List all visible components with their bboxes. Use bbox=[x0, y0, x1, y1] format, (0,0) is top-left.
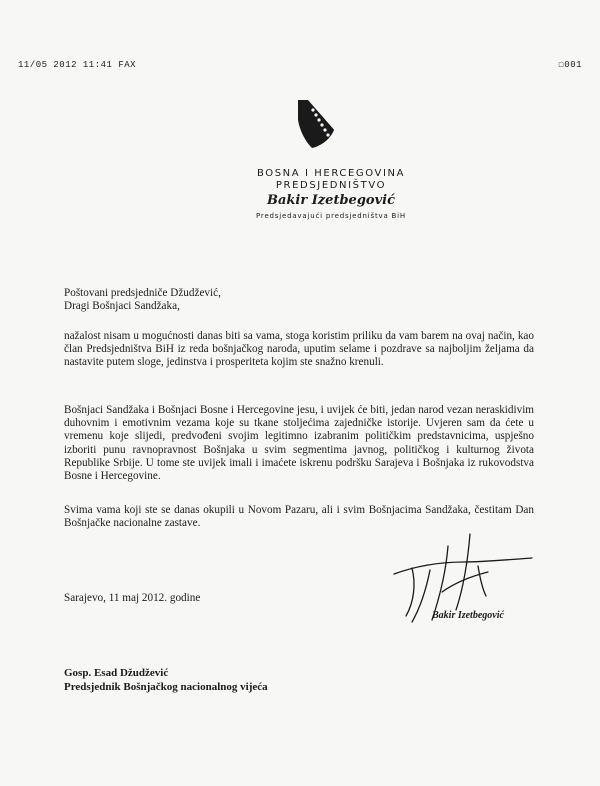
recipient-block bbox=[64, 666, 268, 694]
signer-name: Bakir Izetbegović bbox=[432, 610, 504, 621]
paragraph-1: nažalost nisam u mogućnosti danas biti sa vama, stoga koristim priliku da vam barem na ovaj način, kao član Predsjedništva BiH iz reda bošnjačkog naroda, uputim selame i pozdrave sa najboljim željama da nastavite putem sloge, jedinstva i prosperiteta kojim ste snažno krenuli. bbox=[64, 330, 534, 369]
salutation bbox=[64, 287, 534, 313]
letterhead-title: Predsjedavajući predsjedništva BiH bbox=[256, 212, 406, 220]
salutation-line-2: Dragi Bošnjaci Sandžaka, bbox=[64, 300, 180, 313]
coat-of-arms-icon bbox=[296, 98, 338, 150]
recipient-name: Gosp. Esad Džudžević bbox=[64, 667, 169, 679]
paragraph-3: Svima vama koji ste se danas okupili u Novom Pazaru, ali i svim Bošnjacima Sandžaka, čestitam Dan Bošnjačke nacionalne zastave. bbox=[64, 504, 534, 530]
salutation-line-1: Poštovani predsjedniče Džudžević, bbox=[64, 287, 221, 299]
paragraph-2: Bošnjaci Sandžaka i Bošnjaci Bosne i Hercegovine jesu, i uvijek će biti, jedan narod vezan neraskidivim duhovnim i emotivnim vezama koje su tkane stoljećima zajedničke istorije. Uvjeren sam da ćete u vremenu koje slijedi, predvođeni svojim legitimno izabranim političkim predstavnicima, uspješno izboriti punu ravnopravnost Bošnjaka u svim segmentima javnog, političkog i kulturnog života Republike Srbije. U tome ste uvijek imali i imaćete iskrenu podršku Sarajeva i Bošnjaka iz rukovodstva Bosne i Hercegovine. bbox=[64, 404, 534, 483]
dateline: Sarajevo, 11 maj 2012. godine bbox=[64, 592, 201, 604]
recipient-title: Predsjednik Bošnjačkog nacionalnog vijeća bbox=[64, 681, 268, 693]
letterhead-name: Bakir Izetbegović bbox=[266, 193, 395, 208]
letterhead-office: PREDSJEDNIŠTVO bbox=[275, 180, 387, 191]
fax-page-marker: ☐001 bbox=[558, 60, 582, 70]
letterhead bbox=[236, 168, 426, 220]
fax-timestamp: 11/05 2012 11:41 FAX bbox=[18, 60, 137, 70]
letterhead-country: BOSNA I HERCEGOVINA bbox=[256, 168, 406, 179]
